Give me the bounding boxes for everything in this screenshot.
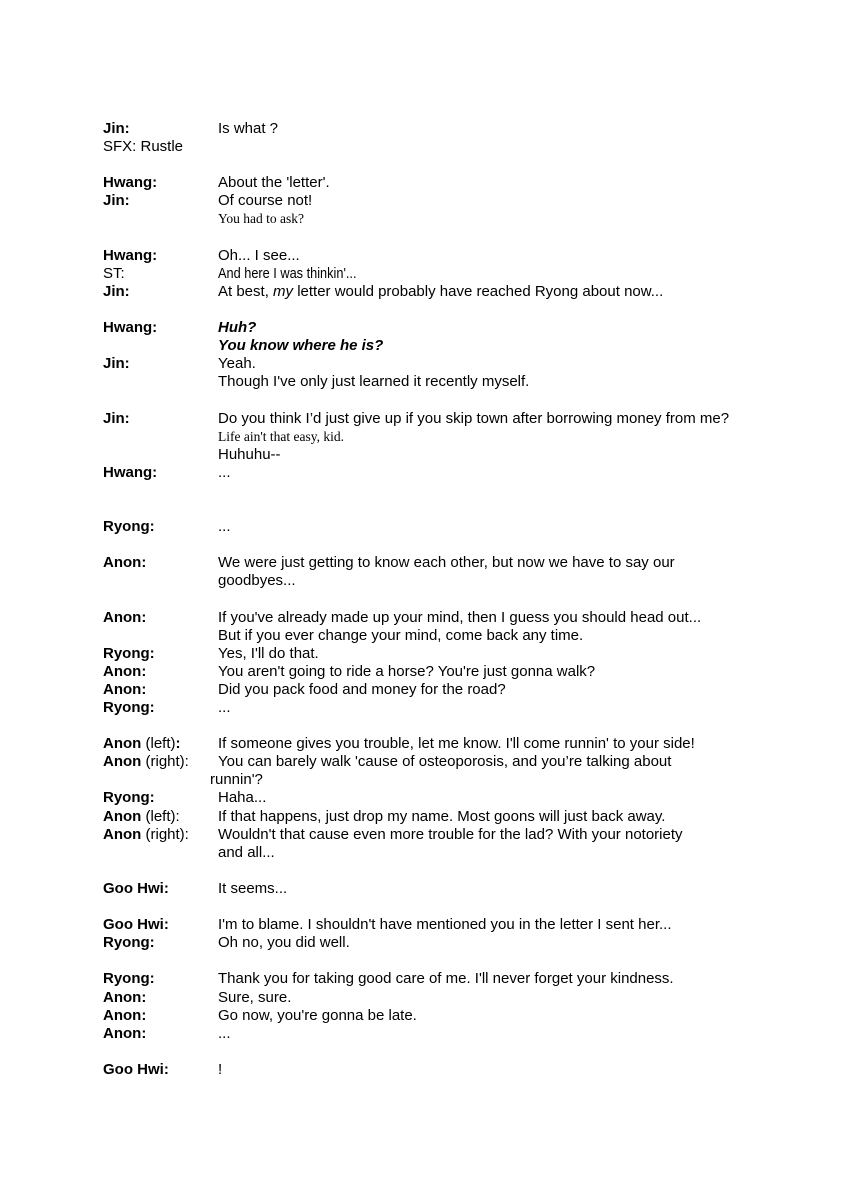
text-run: Oh no, you did well.	[218, 934, 350, 952]
script-line	[103, 826, 808, 844]
speaker-run: Anon:	[103, 1006, 147, 1024]
blank-line	[103, 156, 808, 174]
speaker-run: Anon:	[103, 680, 147, 698]
script-line	[103, 554, 808, 572]
speaker-run: ST:	[103, 264, 125, 282]
dialogue-text	[218, 789, 808, 807]
script-line	[103, 428, 808, 446]
text-run: At best,	[218, 282, 274, 300]
speaker-run: (right):	[141, 753, 189, 771]
script-line	[103, 210, 808, 228]
speaker-run: (right):	[141, 825, 189, 843]
dialogue-text	[218, 283, 808, 301]
speaker-run: Goo Hwi:	[103, 1060, 169, 1078]
speaker-run: Anon	[103, 807, 142, 825]
text-run: Yeah.	[218, 355, 256, 373]
script-line	[103, 138, 808, 156]
script-line	[103, 1025, 808, 1043]
speaker-label	[103, 735, 218, 753]
dialogue-text	[218, 663, 808, 681]
speaker-run: Anon:	[103, 554, 147, 572]
script-line	[103, 337, 808, 355]
script-line	[103, 699, 808, 717]
speaker-label	[103, 518, 218, 536]
speaker-run: (left):	[141, 807, 180, 825]
text-run: If someone gives you trouble, let me know. I'll come runnin' to your side!	[218, 735, 695, 753]
text-run: Thank you for taking good care of me. I'll never forget your kindness.	[218, 970, 674, 988]
dialogue-text	[218, 808, 808, 826]
script-line	[103, 789, 808, 807]
dialogue-text	[218, 265, 808, 283]
speaker-run: Hwang:	[103, 246, 158, 264]
speaker-run: Ryong:	[103, 518, 155, 536]
dialogue-text	[218, 753, 808, 771]
script-line	[103, 518, 808, 536]
dialogue-text	[218, 681, 808, 699]
script-line	[103, 663, 808, 681]
speaker-run: Hwang:	[103, 463, 158, 481]
text-run: runnin'?	[210, 771, 263, 789]
text-run: Go now, you're gonna be late.	[218, 1006, 417, 1024]
speaker-label	[103, 355, 218, 373]
dialogue-text	[218, 464, 808, 482]
dialogue-text	[218, 699, 808, 717]
speaker-run: Jin:	[103, 409, 130, 427]
script-line	[103, 681, 808, 699]
speaker-run: Anon:	[103, 662, 147, 680]
text-run: Yes, I'll do that.	[218, 644, 319, 662]
dialogue-text	[218, 934, 808, 952]
text-run: You can barely walk 'cause of osteoporosis, and you’re talking about	[218, 753, 672, 771]
text-run: Of course not!	[218, 192, 313, 210]
blank-line	[103, 952, 808, 970]
script-line	[103, 283, 808, 301]
script-line	[103, 970, 808, 988]
speaker-label	[103, 681, 218, 699]
speaker-label	[103, 247, 218, 265]
script-line	[103, 373, 808, 391]
dialogue-text	[218, 337, 808, 355]
dialogue-text	[218, 844, 808, 862]
text-run: But if you ever change your mind, come back any time.	[218, 626, 584, 644]
dialogue-text	[218, 319, 808, 337]
script-line	[103, 808, 808, 826]
speaker-label	[103, 663, 218, 681]
speaker-label	[103, 880, 218, 898]
text-run: letter would probably have reached Ryong about now...	[293, 282, 664, 300]
speaker-run: Anon:	[103, 608, 147, 626]
dialogue-text	[218, 916, 808, 934]
dialogue-text	[218, 428, 808, 446]
speaker-run: Ryong:	[103, 970, 155, 988]
speaker-label	[103, 138, 218, 156]
dialogue-text	[218, 210, 808, 228]
dialogue-text	[218, 247, 808, 265]
dialogue-text	[218, 355, 808, 373]
text-run: ...	[218, 1024, 231, 1042]
text-run: About the 'letter'.	[218, 174, 330, 192]
blank-line	[103, 500, 808, 518]
speaker-run: :	[175, 735, 181, 753]
dialogue-text	[218, 880, 808, 898]
text-run: !	[218, 1060, 223, 1078]
dialogue-text	[218, 609, 808, 627]
speaker-run: Anon	[103, 825, 142, 843]
script-line	[103, 753, 808, 771]
blank-line	[103, 862, 808, 880]
dialogue-text	[218, 1025, 808, 1043]
speaker-run: Hwang:	[103, 174, 158, 192]
speaker-label	[103, 916, 218, 934]
speaker-run: (left)	[141, 735, 176, 753]
text-run: Did you pack food and money for the road?	[218, 680, 506, 698]
script-line	[103, 120, 808, 138]
blank-line	[103, 229, 808, 247]
speaker-label	[103, 319, 218, 337]
speaker-label	[103, 808, 218, 826]
script-line	[103, 192, 808, 210]
speaker-run: Anon:	[103, 988, 147, 1006]
blank-line	[103, 301, 808, 319]
text-run: Haha...	[218, 789, 267, 807]
text-run: Though I've only just learned it recently myself.	[218, 373, 530, 391]
dialogue-text	[218, 645, 808, 663]
dialogue-text	[218, 627, 808, 645]
dialogue-text	[218, 572, 808, 590]
text-run: Is what ?	[218, 120, 279, 137]
dialogue-text	[218, 826, 808, 844]
dialogue-text	[218, 410, 808, 428]
text-run: You know where he is?	[218, 337, 384, 355]
speaker-label	[103, 826, 218, 844]
dialogue-text	[218, 373, 808, 391]
script-line	[103, 1061, 808, 1079]
script-line	[103, 355, 808, 373]
script-line	[103, 1007, 808, 1025]
speaker-run: Anon	[103, 735, 142, 753]
speaker-label	[103, 265, 218, 283]
speaker-run: Ryong:	[103, 934, 155, 952]
text-run: goodbyes...	[218, 572, 296, 590]
blank-line	[103, 536, 808, 554]
blank-line	[103, 898, 808, 916]
text-run: Do you think I’d just give up if you skip town after borrowing money from me?	[218, 409, 730, 427]
speaker-label	[103, 410, 218, 428]
speaker-label	[103, 1025, 218, 1043]
text-run: Sure, sure.	[218, 988, 292, 1006]
speaker-run: Jin:	[103, 120, 130, 137]
dialogue-text	[218, 446, 808, 464]
speaker-label	[103, 789, 218, 807]
speaker-run: Ryong:	[103, 699, 155, 716]
script-line	[103, 916, 808, 934]
speaker-label	[103, 120, 218, 138]
speaker-label	[103, 192, 218, 210]
speaker-run: Anon:	[103, 1024, 147, 1042]
text-run: Oh... I see...	[218, 246, 300, 264]
speaker-label	[103, 174, 218, 192]
speaker-run: Goo Hwi:	[103, 879, 169, 897]
text-run: ...	[218, 699, 231, 716]
script-line	[103, 446, 808, 464]
speaker-label	[103, 1007, 218, 1025]
speaker-run: SFX: Rustle	[103, 138, 184, 156]
text-run: You aren't going to ride a horse? You're just gonna walk?	[218, 662, 596, 680]
script-line	[103, 265, 808, 283]
text-run: And here I was thinkin'...	[218, 264, 357, 282]
script-line	[103, 771, 808, 789]
speaker-run: Jin:	[103, 192, 130, 210]
speaker-label	[103, 753, 218, 771]
dialogue-text	[218, 735, 808, 753]
text-run: my	[273, 282, 294, 300]
text-run: If you've already made up your mind, then I guess you should head out...	[218, 608, 702, 626]
script-line	[103, 464, 808, 482]
speaker-run: Hwang:	[103, 319, 158, 337]
speaker-run: Jin:	[103, 355, 130, 373]
script-line	[103, 247, 808, 265]
script-line	[103, 880, 808, 898]
script-line	[103, 609, 808, 627]
speaker-label	[103, 283, 218, 301]
speaker-label	[103, 970, 218, 988]
text-run: Life ain't that easy, kid.	[218, 428, 345, 444]
speaker-run: Ryong:	[103, 789, 155, 807]
text-run: Wouldn't that cause even more trouble for the lad? With your notoriety	[218, 825, 683, 843]
blank-line	[103, 391, 808, 409]
dialogue-text	[218, 518, 808, 536]
script-line	[103, 627, 808, 645]
text-run: and all...	[218, 843, 275, 861]
text-run: ...	[218, 518, 231, 536]
dialogue-text	[218, 120, 808, 138]
dialogue-text	[218, 554, 808, 572]
script-line	[103, 645, 808, 663]
text-run: ...	[218, 463, 231, 481]
text-run: You had to ask?	[218, 211, 305, 227]
script-line	[103, 989, 808, 1007]
dialogue-text	[218, 1061, 808, 1079]
blank-line	[103, 590, 808, 608]
script-line	[103, 174, 808, 192]
blank-line	[103, 717, 808, 735]
script-line	[103, 844, 808, 862]
dialogue-text	[218, 1007, 808, 1025]
speaker-label	[103, 699, 218, 717]
speaker-label	[103, 554, 218, 572]
text-run: It seems...	[218, 879, 288, 897]
script-line	[103, 934, 808, 952]
blank-line	[103, 1043, 808, 1061]
dialogue-text	[218, 989, 808, 1007]
dialogue-text	[218, 970, 808, 988]
script-line	[103, 319, 808, 337]
script-line	[103, 410, 808, 428]
speaker-label	[103, 1061, 218, 1079]
speaker-run: Anon	[103, 753, 142, 771]
speaker-run: Ryong:	[103, 644, 155, 662]
text-run: If that happens, just drop my name. Most goons will just back away.	[218, 807, 666, 825]
speaker-label	[103, 934, 218, 952]
text-run: We were just getting to know each other, but now we have to say our	[218, 554, 675, 572]
script-line	[103, 735, 808, 753]
speaker-label	[103, 989, 218, 1007]
text-run: Huh?	[218, 319, 257, 337]
speaker-label	[103, 609, 218, 627]
blank-line	[103, 482, 808, 500]
dialogue-text	[218, 174, 808, 192]
script-line	[103, 572, 808, 590]
speaker-label	[103, 645, 218, 663]
text-run: Huhuhu--	[218, 445, 281, 463]
speaker-run: Jin:	[103, 282, 130, 300]
speaker-label	[103, 464, 218, 482]
dialogue-text	[218, 192, 808, 210]
dialogue-text	[210, 771, 808, 789]
text-run: I'm to blame. I shouldn't have mentioned you in the letter I sent her...	[218, 916, 672, 934]
speaker-run: Goo Hwi:	[103, 916, 169, 934]
